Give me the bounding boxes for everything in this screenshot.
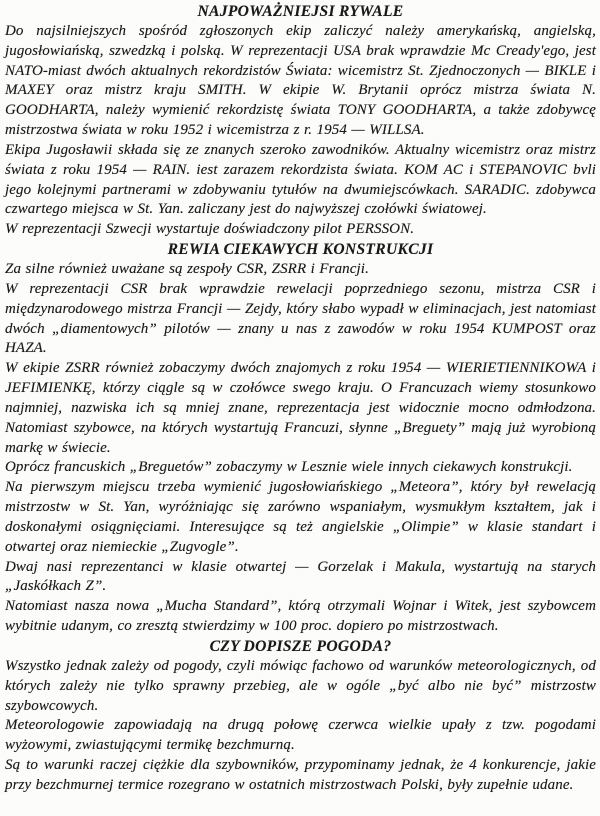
paragraph-weather-conditions: Wszystko jednak zależy od pogody, czyli mówiąc fachowo od warunków meteorologicznych, od których zależy nie tylko sprawny przebieg, ale w ogóle „być albo nie być” mistrzostw szybowcowych.	[5, 657, 596, 714]
paragraph-meteorologists-forecast: Meteorologowie zapowiadają na drugą połowę czerwca wielkie upały z tzw. pogodami wyżowymi, zwiastującymi termikę bezchmurną.	[5, 717, 596, 754]
paragraph-difficult-conditions: Są to warunki raczej ciężkie dla szybowników, przypominamy jednak, że 4 konkurencje, jakie przy bezchmurnej termice rozegrano w ostatnich mistrzostwach Polski, były zupełnie udane.	[5, 757, 596, 793]
paragraph-sweden-team: W reprezentacji Szwecji wystartuje doświadczony pilot PERSSON.	[5, 221, 415, 238]
paragraph-breguets: Oprócz francuskich „Breguetów” zobaczymy w Lesznie wiele innych ciekawych konstrukcji.	[5, 459, 573, 476]
section-heading-rivals: NAJPOWAŻNIEJSI RYWALE	[197, 3, 404, 20]
section-czy-dopisze-pogoda	[5, 637, 596, 796]
paragraph-teams-overview: Do najsilniejszych spośród zgłoszonych ekip zaliczyć należy amerykańską, angielską, jugosłowiańską, szwedzką i polską. W reprezentacji USA brak wprawdzie Mc Cready'ego, jest NATO-miast dwóch aktualnych rekordzistów Świata: wicemistrz St. Zjednoczonych — BIKLE i MAXEY oraz mistrz kraju SMITH. W ekipie W. Brytanii oprócz mistrza świata N. GOODHARTA, należy wymienić rekordzistę świata TONY GOODHARTA, a także zdobywcę mistrzostwa świata w roku 1952 i wicemistrza z r. 1954 — WILLSA.	[5, 22, 596, 139]
section-heading-weather: CZY DOPISZE POGODA?	[209, 638, 392, 655]
section-heading-constructions: REWIA CIEKAWYCH KONSTRUKCJI	[167, 241, 434, 259]
section-rewia-konstrukcji	[5, 240, 596, 637]
section-najpowazniejsi-rywale	[5, 2, 596, 240]
paragraph-zsrr-france-team: W ekipie ZSRR również zobaczymy dwóch znajomych z roku 1954 — WIERIETIENNIKOWA i JEFIMIENKĘ, którzy ciągle są w czołówce swego kraju. O Francuzach wiemy stosunkowo najmniej, nazwiska ich są mniej znane, reprezentacja jest widocznie mocno odmłodzona. Natomiast szybowce, na których wystartują Francuzi, słynne „Breguety” mają już wyrobioną markę w świecie.	[5, 360, 596, 456]
paragraph-mucha-standard: Natomiast nasza nowa „Mucha Standard”, którą otrzymali Wojnar i Witek, jest szybowcem wybitnie udanym, co zresztą stwierdzimy w 100 proc. dopiero po mistrzostwach.	[5, 598, 596, 635]
paragraph-polish-open-class: Dwaj nasi reprezentanci w klasie otwartej — Gorzelak i Makula, wystartują na starych „Jaskółkach Z”.	[5, 558, 596, 595]
paragraph-strong-teams: Za silne również uważane są zespoły CSR, ZSRR i Francji.	[5, 260, 369, 277]
paragraph-yugoslavia-team: Ekipa Jugosławii składa się ze znanych szeroko zawodników. Aktualny wicemistrz oraz mistrz świata z roku 1954 — RAIN. iest zarazem rekordzista świata. KOM AC i STEPANOVIC bvli jego kolejnymi partnerami w zdobywaniu tytułów na dwumiejscówkach. SARADIC. zdobywca czwartego miejsca w St. Yan. zaliczany jest do najwyższej czołówki światowej.	[5, 141, 596, 218]
paragraph-meteor-olimpie: Na pierwszym miejscu trzeba wymienić jugosłowiańskiego „Meteora”, który był rewelacją mistrzostw w St. Yan, wyróżniając się zarówno wspaniałym, wysmukłym kształtem, jak i doskonałymi osiągnięciami. Interesujące są też angielskie „Olimpie” w klasie standart i otwartej oraz niemieckie „Zugvogle”.	[5, 479, 596, 555]
paragraph-csr-team: W reprezentacji CSR brak wprawdzie rewelacji poprzedniego sezonu, mistrza CSR i międzynarodowego mistrza Francji — Zejdy, który słabo wypadł w eliminacjach, jest natomiast dwóch „diamentowych” pilotów — znany u nas z zawodów w roku 1954 KUMPOST oraz HAZA.	[5, 280, 596, 357]
